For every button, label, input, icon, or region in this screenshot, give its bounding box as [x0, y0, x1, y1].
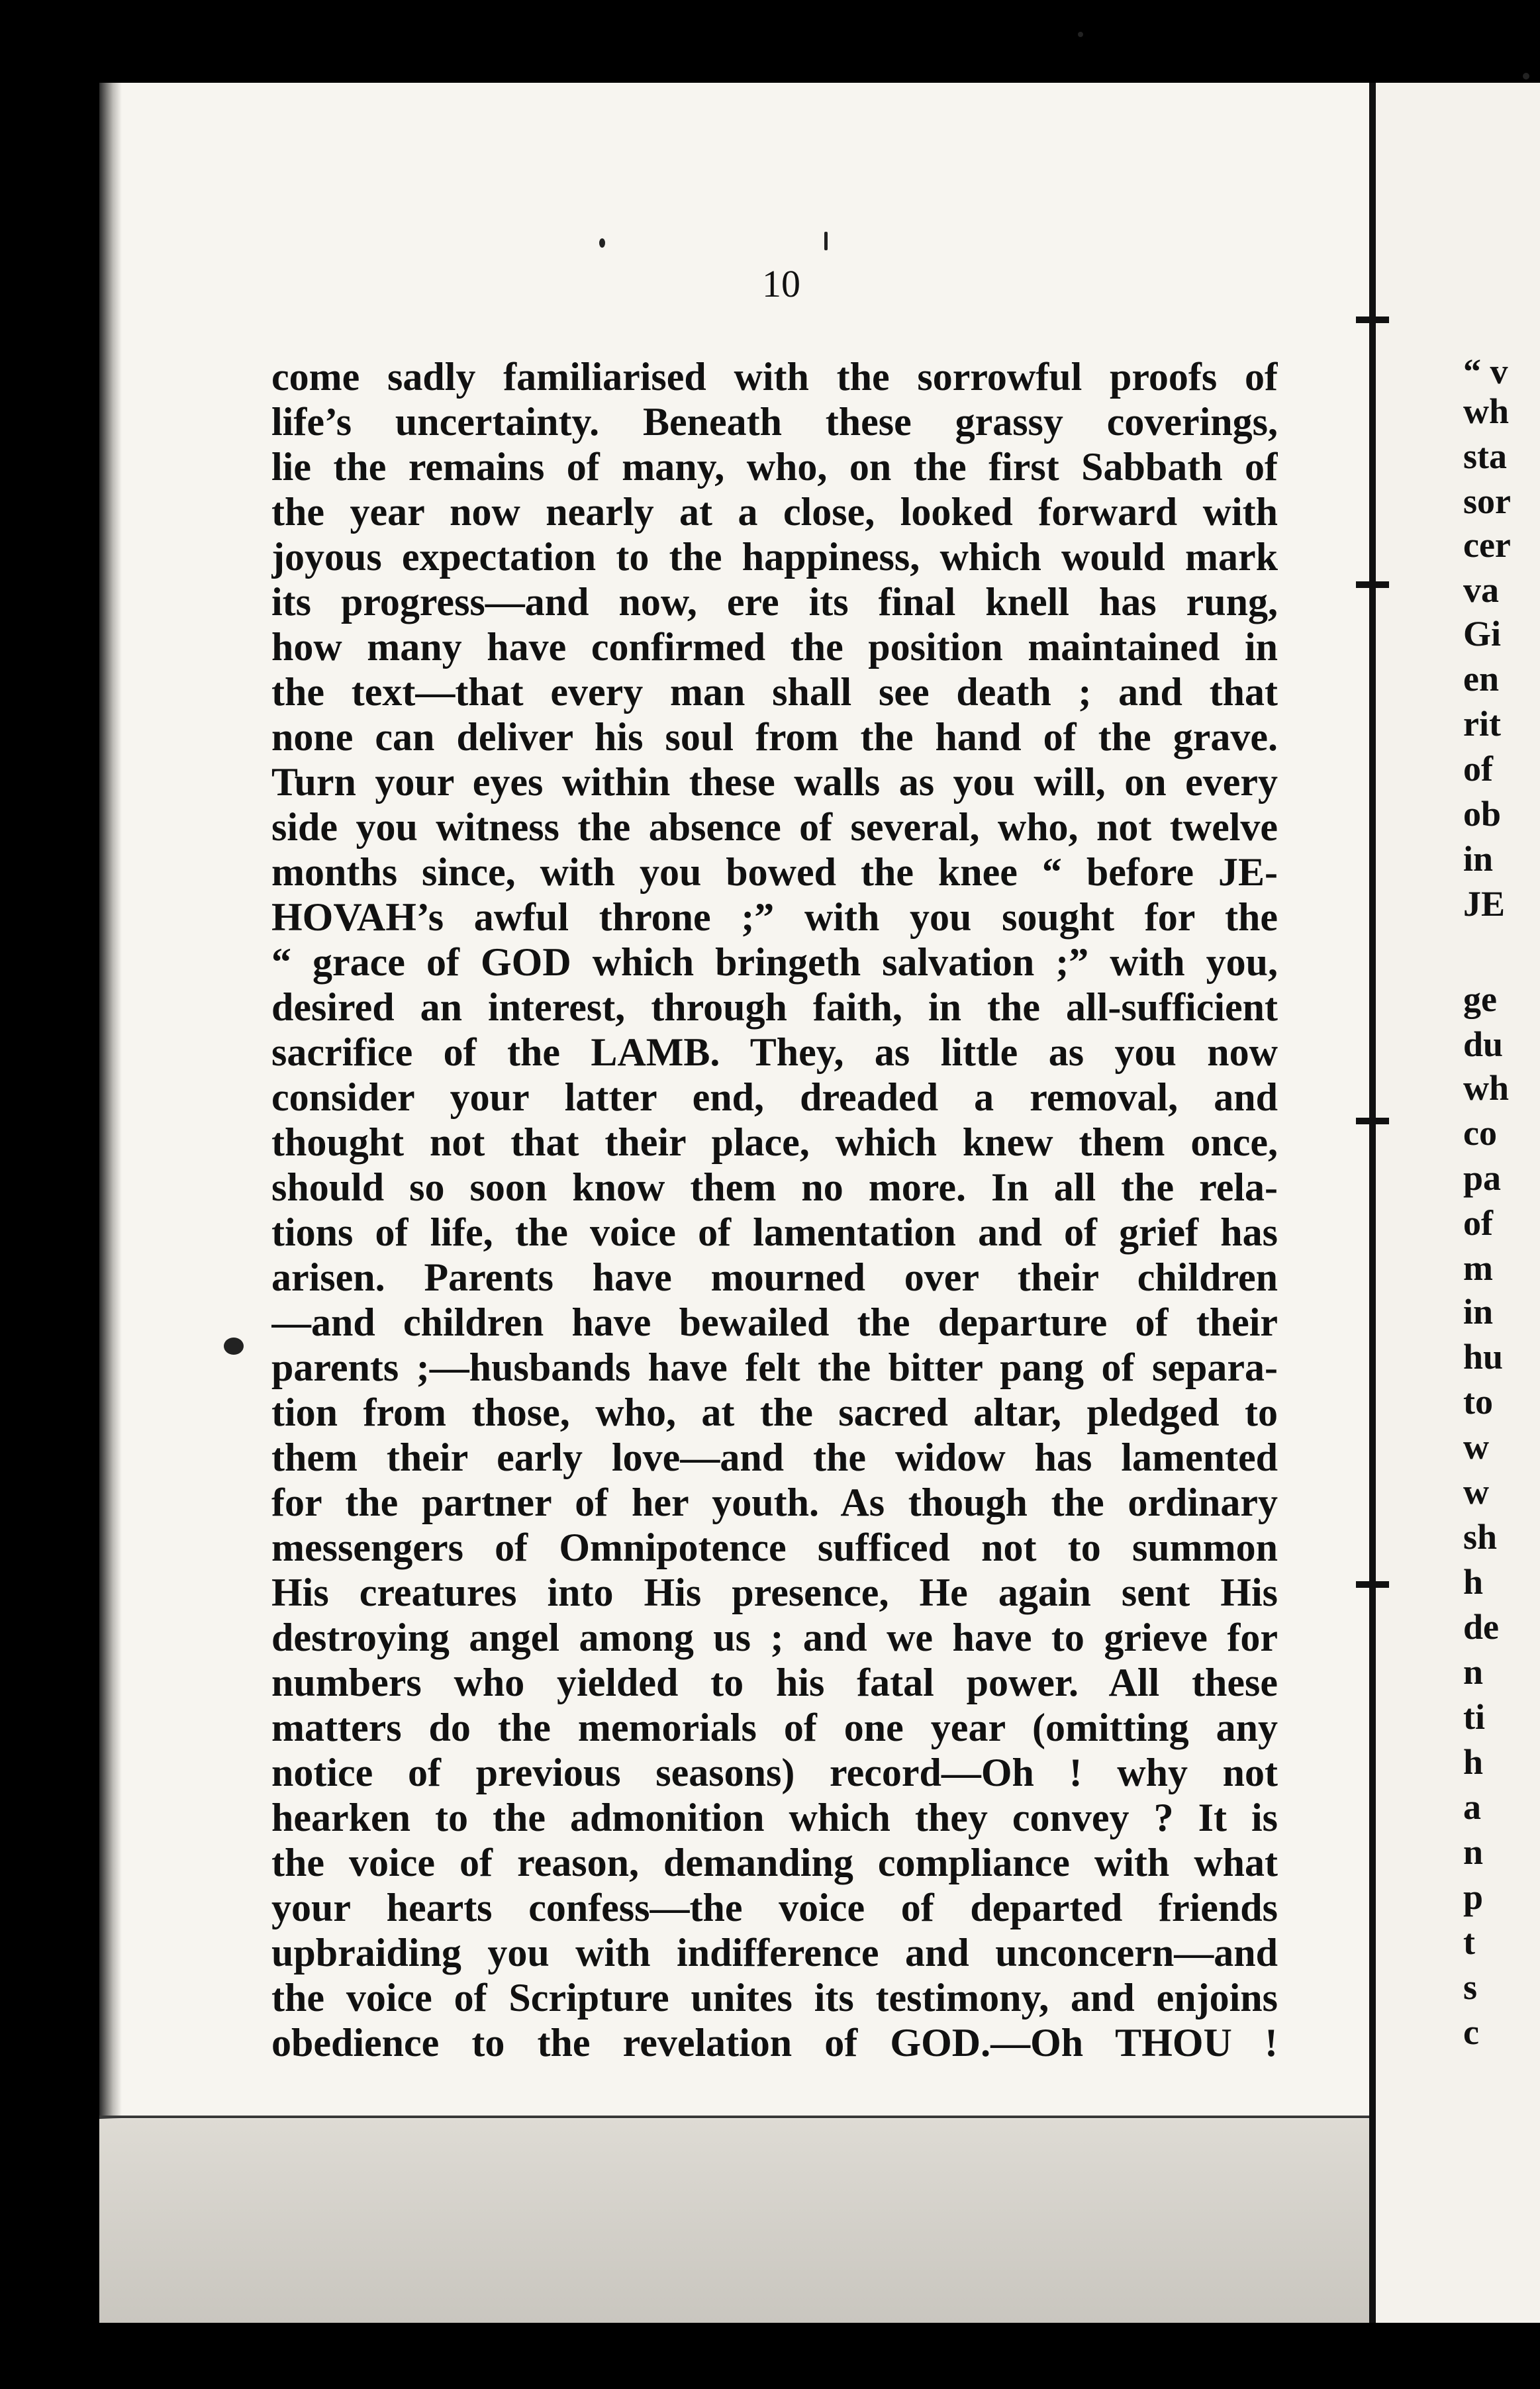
- ink-speck: [599, 238, 605, 248]
- facing-page-fragment: h: [1463, 1742, 1484, 1782]
- gutter-tick: [1356, 581, 1389, 588]
- text-line: life’s uncertainty. Beneath these grassy coverings,: [271, 400, 1278, 444]
- text-line: should so soon know them no more. In all the rela-: [271, 1165, 1278, 1209]
- text-line: how many have confirmed the position maintained in: [271, 625, 1278, 669]
- text-line: lie the remains of many, who, on the first Sabbath of: [271, 445, 1278, 489]
- page-underlay: [99, 2119, 1397, 2323]
- facing-page-fragment: t: [1463, 1922, 1475, 1962]
- facing-page-fragment: du: [1463, 1024, 1504, 1064]
- facing-page-fragment: hu: [1463, 1337, 1504, 1377]
- facing-page-fragment: sta: [1463, 436, 1507, 476]
- text-line: Turn your eyes within these walls as you will, on every: [271, 760, 1278, 804]
- facing-page-fragment: c: [1463, 2012, 1479, 2052]
- gutter-tick: [1356, 317, 1389, 323]
- facing-page-fragment: ob: [1463, 794, 1502, 834]
- text-line: obedience to the revelation of GOD.—Oh THOU !: [271, 2021, 1278, 2065]
- facing-page-fragment: Gi: [1463, 614, 1502, 654]
- facing-page-fragment: “ v: [1463, 352, 1508, 391]
- text-line: messengers of Omnipotence sufficed not to summon: [271, 1526, 1278, 1569]
- facing-page-fragment: wh: [1463, 1068, 1510, 1108]
- page-gutter: [1369, 83, 1376, 2323]
- facing-page-fragment: rit: [1463, 704, 1501, 744]
- facing-page-fragment: s: [1463, 1967, 1478, 2007]
- facing-page-fragment: cer: [1463, 525, 1511, 565]
- facing-page-fragment: sh: [1463, 1517, 1498, 1557]
- text-line: thought not that their place, which knew them once,: [271, 1120, 1278, 1164]
- facing-page-fragment: JE: [1463, 884, 1506, 924]
- text-line: desired an interest, through faith, in the all-sufficient: [271, 985, 1278, 1029]
- text-line: His creatures into His presence, He again sent His: [271, 1571, 1278, 1614]
- text-line: its progress—and now, ere its final knell has rung,: [271, 580, 1278, 624]
- facing-page-fragment: de: [1463, 1607, 1499, 1647]
- facing-page-fragment: a: [1463, 1787, 1481, 1827]
- page-number: 10: [762, 262, 800, 305]
- text-line: destroying angel among us ; and we have to grieve for: [271, 1616, 1278, 1659]
- facing-page-fragment: co: [1463, 1113, 1497, 1153]
- text-line: your hearts confess—the voice of departed friends: [271, 1886, 1278, 1929]
- text-line: them their early love—and the widow has lamented: [271, 1436, 1278, 1479]
- text-line: “ grace of GOD which bringeth salvation ;” with you,: [271, 940, 1278, 984]
- text-line: the voice of Scripture unites its testimony, and enjoins: [271, 1976, 1278, 2020]
- text-line: HOVAH’s awful throne ;” with you sought for the: [271, 895, 1278, 939]
- text-line: months since, with you bowed the knee “ before JE-: [271, 850, 1278, 894]
- facing-page-fragment: sor: [1463, 481, 1511, 521]
- text-line: parents ;—husbands have felt the bitter pang of separa-: [271, 1345, 1278, 1389]
- facing-page-fragment: m: [1463, 1248, 1493, 1288]
- text-line: arisen. Parents have mourned over their children: [271, 1255, 1278, 1299]
- text-line: tions of life, the voice of lamentation and of grief has: [271, 1210, 1278, 1254]
- facing-page-fragment: n: [1463, 1652, 1484, 1692]
- scan-binding-shadow: [99, 83, 122, 2323]
- facing-page-fragment: in: [1463, 1292, 1494, 1332]
- facing-page-fragment: en: [1463, 659, 1499, 699]
- body-text: [271, 354, 1278, 2065]
- text-line: the year now nearly at a close, looked forward with: [271, 490, 1278, 534]
- text-line: tion from those, who, at the sacred altar, pledged to: [271, 1390, 1278, 1434]
- facing-page: [1376, 83, 1540, 2323]
- text-line: none can deliver his soul from the hand of the grave.: [271, 715, 1278, 759]
- page-bottom-edge: [99, 2116, 1397, 2118]
- facing-page-fragment: wh: [1463, 391, 1510, 431]
- facing-page-fragment: pa: [1463, 1158, 1502, 1198]
- text-line: consider your latter end, dreaded a removal, and: [271, 1075, 1278, 1119]
- facing-page-fragment: of: [1463, 749, 1493, 789]
- facing-page-fragment: p: [1463, 1877, 1484, 1917]
- facing-page-fragment: n: [1463, 1832, 1484, 1872]
- text-line: sacrifice of the LAMB. They, as little as you now: [271, 1030, 1278, 1074]
- text-line: hearken to the admonition which they convey ? It is: [271, 1796, 1278, 1839]
- text-line: the voice of reason, demanding compliance with what: [271, 1841, 1278, 1884]
- ink-blot: [224, 1338, 244, 1355]
- text-line: upbraiding you with indifference and unconcern—and: [271, 1931, 1278, 1975]
- text-line: the text—that every man shall see death ; and that: [271, 670, 1278, 714]
- text-line: numbers who yielded to his fatal power. All these: [271, 1661, 1278, 1704]
- text-line: matters do the memorials of one year (omitting any: [271, 1706, 1278, 1749]
- facing-page-fragment: va: [1463, 570, 1499, 610]
- gutter-tick: [1356, 1581, 1389, 1588]
- facing-page-fragment: ge: [1463, 979, 1497, 1019]
- text-line: —and children have bewailed the departure of their: [271, 1300, 1278, 1344]
- facing-page-fragment: in: [1463, 839, 1494, 879]
- text-line: side you witness the absence of several, who, not twelve: [271, 805, 1278, 849]
- text-line: notice of previous seasons) record—Oh ! why not: [271, 1751, 1278, 1794]
- ink-speck: [1523, 73, 1529, 79]
- ink-speck: [1078, 32, 1083, 37]
- text-line: joyous expectation to the happiness, which would mark: [271, 535, 1278, 579]
- text-line: for the partner of her youth. As though the ordinary: [271, 1481, 1278, 1524]
- text-line: come sadly familiarised with the sorrowful proofs of: [271, 355, 1278, 399]
- facing-page-fragment: w: [1463, 1427, 1489, 1467]
- facing-page-fragment: to: [1463, 1382, 1493, 1422]
- facing-page-fragment: w: [1463, 1472, 1489, 1512]
- facing-page-fragment: ti: [1463, 1697, 1485, 1737]
- facing-page-fragment: of: [1463, 1203, 1493, 1243]
- facing-page-fragment: h: [1463, 1562, 1484, 1602]
- gutter-tick: [1356, 1118, 1389, 1124]
- ink-speck: [824, 232, 828, 250]
